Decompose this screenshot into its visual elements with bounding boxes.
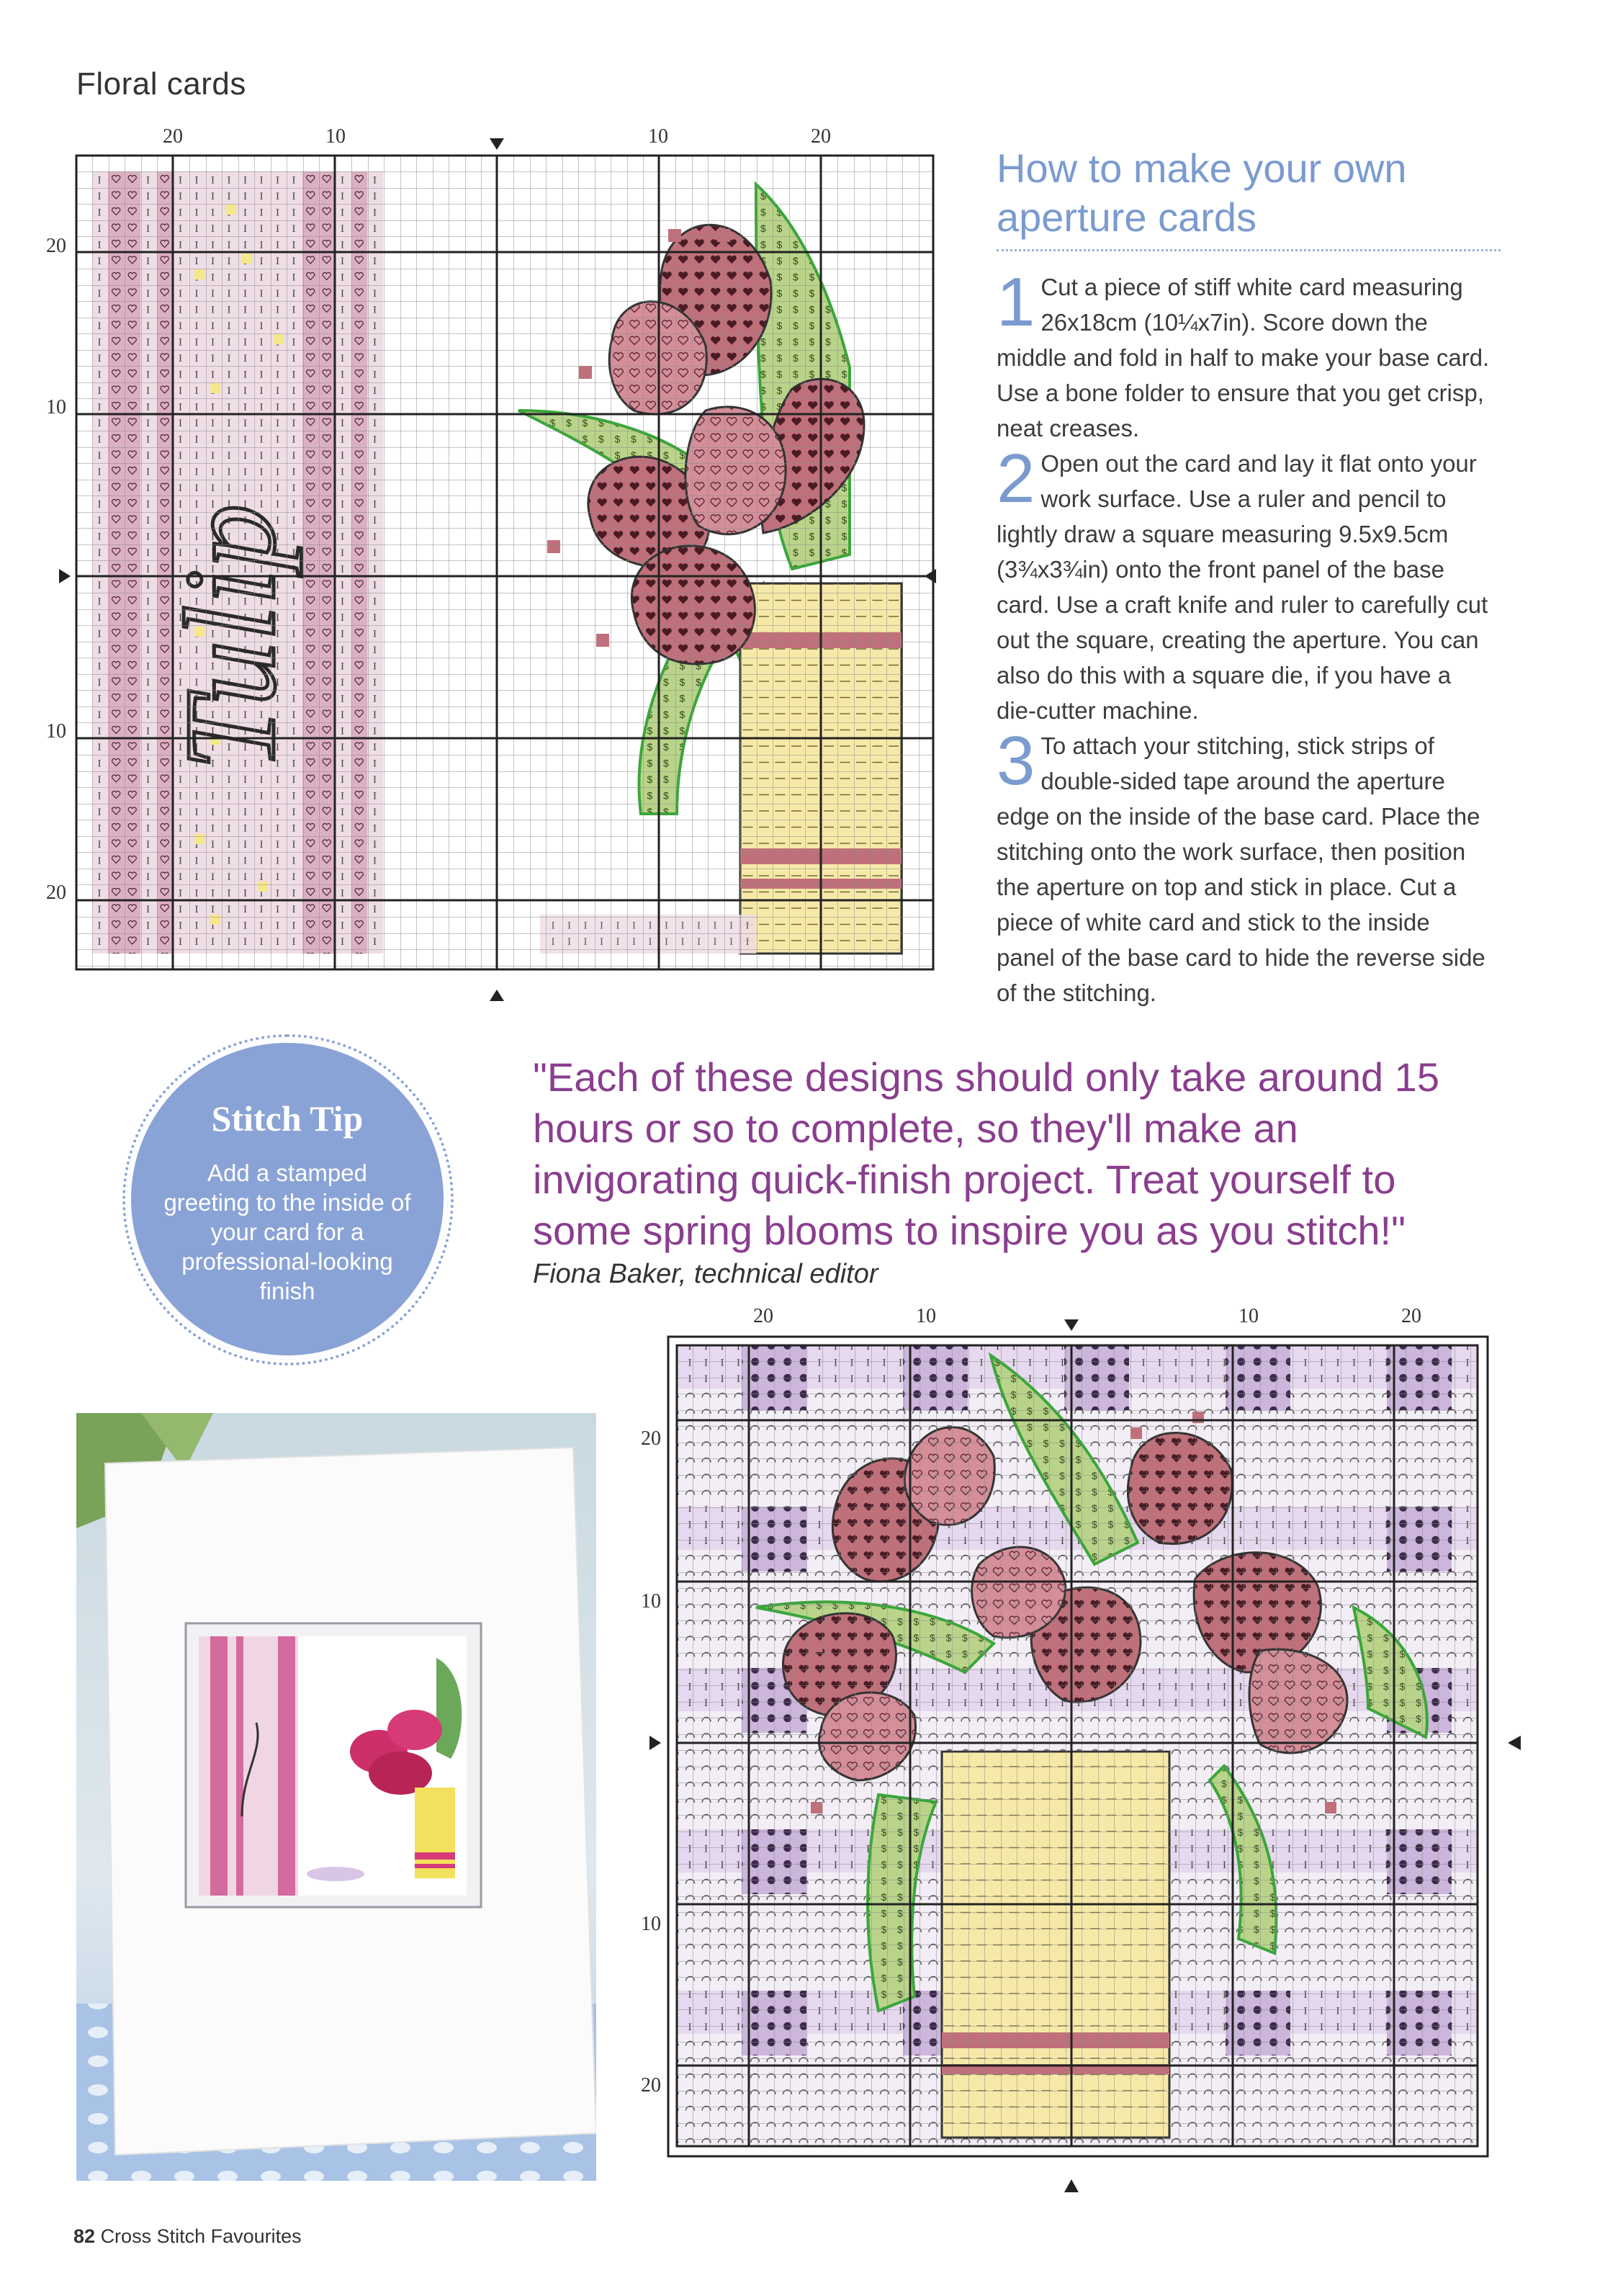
magazine-name: Cross Stitch Favourites	[100, 2225, 302, 2247]
step-text: Cut a piece of stiff white card measuring 26x18cm (10¼x7in). Score down the middle and fold in half to make your base card. Use a bone folder to ensure that you get crisp, neat creases.	[997, 274, 1490, 441]
step-number: 1	[997, 264, 1035, 341]
top-chart-y-label: 20	[46, 235, 66, 257]
quote-author: Fiona Baker, technical editor	[533, 1259, 878, 1289]
how-to-divider	[997, 249, 1501, 251]
bottom-chart-x-label: 20	[753, 1305, 773, 1327]
top-chart	[43, 122, 936, 1015]
step-number: 2	[997, 440, 1035, 517]
stitch-tip	[127, 1039, 448, 1360]
card-photo-image	[76, 1413, 596, 2181]
bottom-chart-y-label: 10	[641, 1590, 661, 1613]
pull-quote: "Each of these designs should only take around 15 hours or so to complete, so they'll make an invigorating quick-finish project. Treat yourself to some spring blooms to inspire you as you stitch!"	[533, 1054, 1439, 1253]
top-chart-y-label: 20	[46, 882, 66, 904]
bottom-chart-x-label: 10	[916, 1305, 936, 1327]
how-to-steps	[997, 264, 1493, 1010]
top-chart-x-label: 10	[325, 125, 346, 148]
how-to-title: How to make your own aperture cards	[997, 145, 1407, 240]
bottom-chart-grid	[634, 1305, 1521, 2192]
bottom-chart-y-label: 10	[641, 1913, 661, 1935]
page-footer	[73, 2225, 302, 2248]
step-text: Open out the card and lay it flat onto your work surface. Use a ruler and pencil to lightly draw a square measuring 9.5x9.5cm (3¾x3¾in) onto the front panel of the base card. Use a craft knife and ruler to carefully cut out the square, creating the aperture. You can also do this with a square die, if you have a die-cutter machine.	[997, 450, 1488, 724]
card-photo	[76, 1413, 596, 2181]
step-number: 3	[997, 722, 1035, 799]
tip-text: Add a stamped greeting to the inside of your card for a professional-looking finish	[163, 1160, 411, 1304]
top-chart-x-label: 20	[163, 125, 183, 148]
top-chart-y-label: 10	[46, 396, 66, 418]
top-chart-y-label: 10	[46, 720, 66, 743]
top-chart-x-label: 10	[648, 125, 668, 148]
step-text: To attach your stitching, stick strips of double-sided tape around the aperture edge on the inside of the base card. Place the stitching onto the work surface, then position the aperture on top and stick in place. Cut a piece of white card and stick to the inside panel of the base card to hide the reverse side of the stitching.	[997, 732, 1485, 1006]
bottom-chart-x-label: 20	[1401, 1305, 1421, 1327]
page-number: 82	[73, 2225, 96, 2247]
section-label: Floral cards	[76, 66, 246, 102]
step-3	[997, 722, 1493, 1010]
bottom-chart-x-label: 10	[1238, 1305, 1259, 1327]
tip-title: Stitch Tip	[211, 1098, 364, 1139]
bottom-chart-y-label: 20	[641, 1427, 661, 1450]
bottom-chart-y-label: 20	[641, 2074, 661, 2097]
top-chart-grid	[43, 122, 936, 1015]
step-1	[997, 264, 1493, 446]
top-chart-x-label: 20	[811, 125, 831, 148]
bottom-chart	[634, 1305, 1521, 2192]
step-2	[997, 440, 1493, 728]
